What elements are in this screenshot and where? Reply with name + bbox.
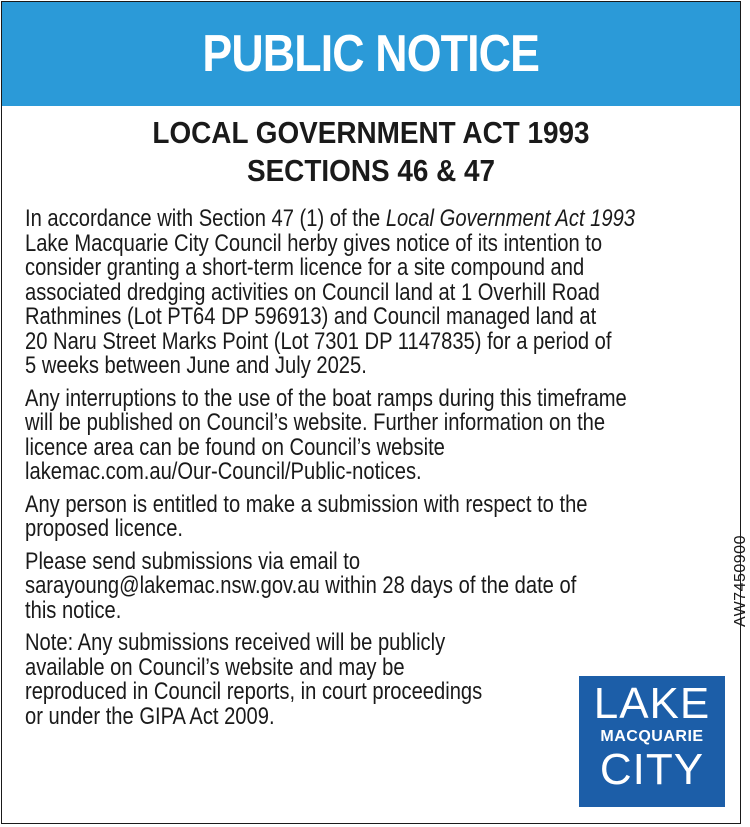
- logo-line-lake: LAKE: [593, 679, 711, 728]
- interruptions-paragraph: Any interruptions to the use of the boat ramps during this timeframe will be published on Council’s website. Further information on the licence area can be found on Council’s website lakemac.com.au/Our-Council/Public-notices.: [25, 384, 627, 485]
- act-name: Local Government Act 1993: [385, 205, 636, 232]
- act-heading-line-1: LOCAL GOVERNMENT ACT 1993: [152, 115, 590, 150]
- notice-body: [25, 207, 714, 737]
- logo-line-macquarie: MACQUARIE: [600, 728, 704, 745]
- public-notice-advert: [1, 1, 749, 824]
- logo-line-city: CITY: [599, 745, 705, 794]
- submission-entitlement-paragraph: Any person is entitled to make a submission with respect to the proposed licence.: [25, 490, 588, 542]
- header-banner: [2, 2, 740, 106]
- intro-paragraph: [25, 207, 714, 379]
- act-heading: [2, 114, 740, 190]
- notice-title: PUBLIC NOTICE: [202, 25, 540, 83]
- intro-rest: Lake Macquarie City Council herby gives notice of its intention to consider granting a short-term licence for a site compound and associated dredging activities on Council land at 1 Overhill Road Rathmines (Lot PT64 DP 596913) and Council managed land at 20 Naru Street Marks Point (Lot 7301 DP 1147835) for a period of 5 weeks between June and July 2025.: [25, 229, 612, 379]
- note-paragraph: Note: Any submissions received will be publicly available on Council’s website and may be reproduced in Council reports, in court proceedings or under the GIPA Act 2009.: [25, 629, 483, 730]
- reference-code: AW7450900: [732, 535, 749, 627]
- submission-email-paragraph: Please send submissions via email to sarayoung@lakemac.nsw.gov.au within 28 days of the date of this notice.: [25, 547, 577, 624]
- lake-macquarie-city-logo: [579, 676, 725, 807]
- act-heading-line-2: SECTIONS 46 & 47: [246, 153, 496, 188]
- intro-prefix: In accordance with Section 47 (1) of the: [25, 205, 386, 232]
